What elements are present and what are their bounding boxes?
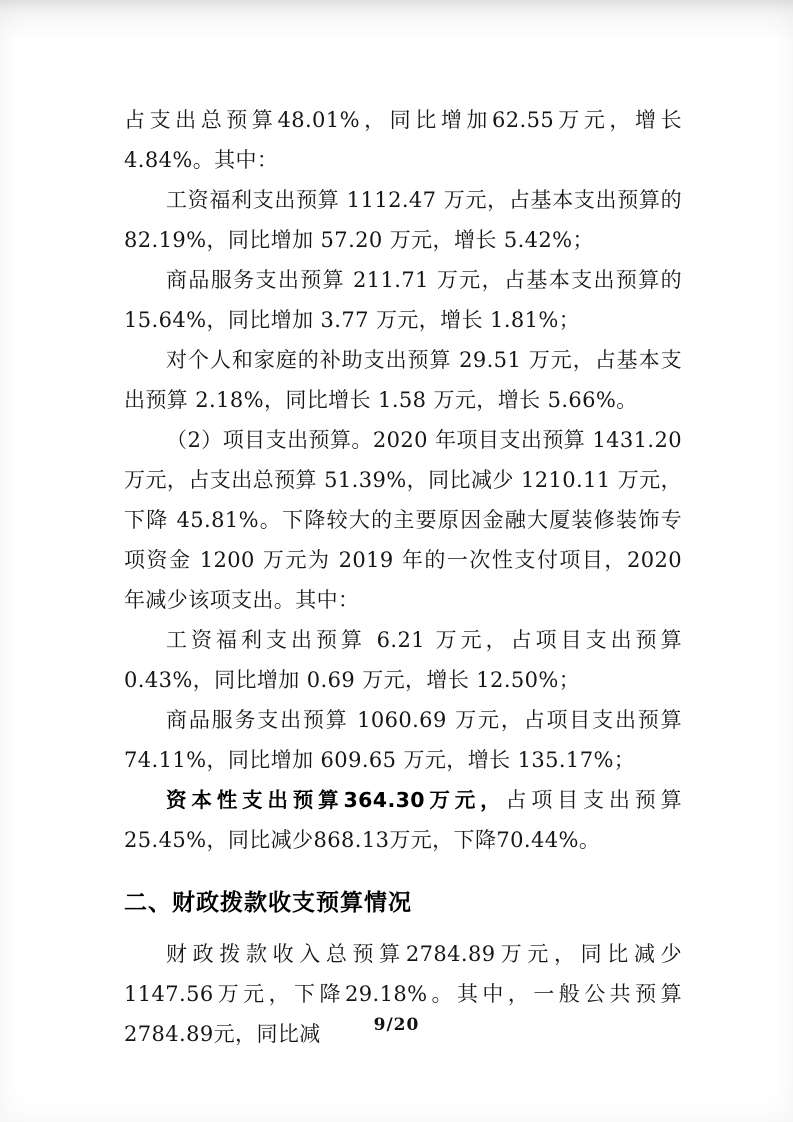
section-heading: 二、财政拨款收支预算情况 (124, 890, 412, 916)
paragraph-basic-subsidy: 对个人和家庭的补助支出预算 29.51 万元，占基本支出预算 2.18%，同比增长 1.58 万元，增长 5.66%。 (124, 348, 682, 412)
bold-text: 资本性支出预算364.30万元， (166, 788, 506, 812)
paragraph-capital-expense (124, 780, 682, 860)
document-content (124, 100, 682, 1054)
paragraph-continuation: 占支出总预算48.01%，同比增加62.55万元，增长4.84%。其中： (124, 108, 682, 172)
paragraph-basic-wage: 工资福利支出预算 1112.47 万元，占基本支出预算的 82.19%，同比增加 57.20 万元，增长 5.42%； (124, 188, 682, 252)
paragraph-project-wage: 工资福利支出预算 6.21 万元，占项目支出预算 0.43%，同比增加 0.69 万元，增长 12.50%； (124, 628, 682, 692)
paragraph-project-budget: （2）项目支出预算。2020 年项目支出预算 1431.20 万元，占支出总预算 51.39%，同比减少 1210.11 万元，下降 45.81%。下降较大的主要原因金融大厦装修装饰专项资金 1200 万元为 2019 年的一次性支付项目，2020 年减少该项支出。其中： (124, 428, 682, 612)
paragraph-basic-goods: 商品服务支出预算 211.71 万元，占基本支出预算的 15.64%，同比增加 3.77 万元，增长 1.81%； (124, 268, 682, 332)
paragraph-project-goods: 商品服务支出预算 1060.69 万元，占项目支出预算 74.11%，同比增加 609.65 万元，增长 135.17%； (124, 708, 682, 772)
paragraph-fiscal-appropriation: 财政拨款收入总预算2784.89万元，同比减少1147.56万元，下降29.18%。其中，一般公共预算2784.89元，同比减 (124, 942, 682, 1046)
paragraph-text: 占项目支出预算25.45%，同比减少868.13万元，下降70.44%。 (124, 788, 682, 852)
page-number: 9/20 (373, 1015, 420, 1035)
